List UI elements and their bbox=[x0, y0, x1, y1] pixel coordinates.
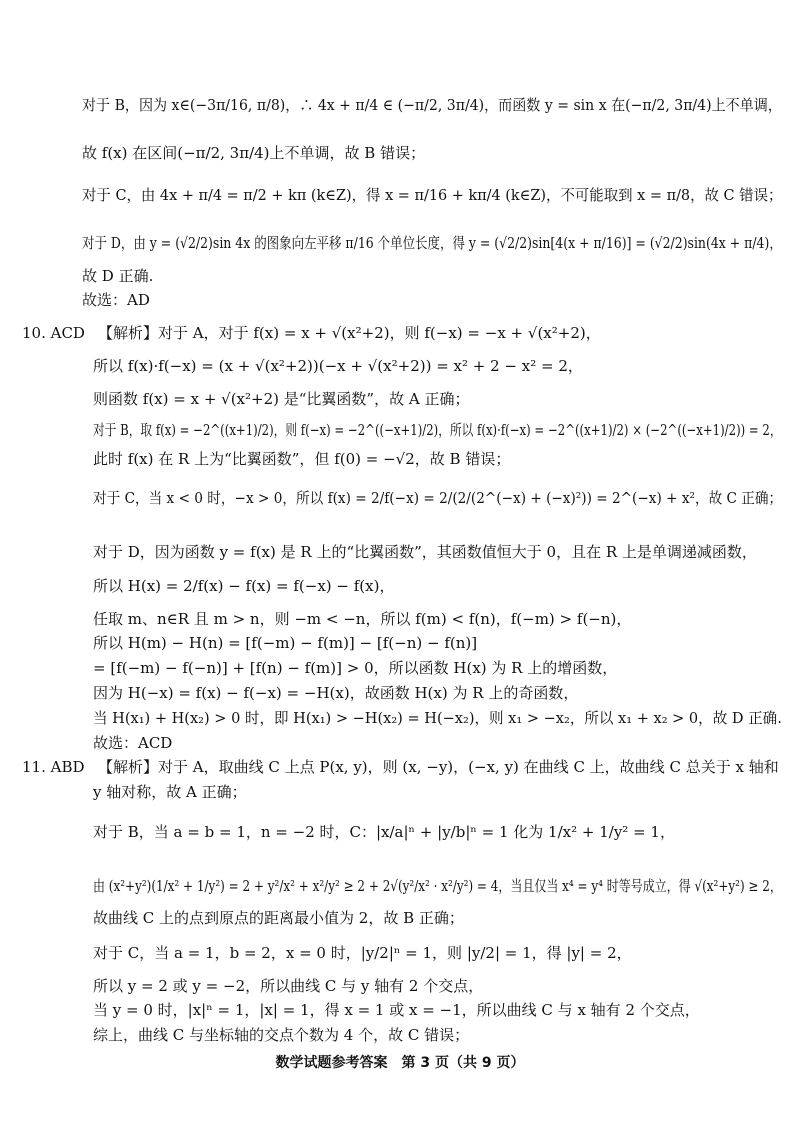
q11-line-4: 由 (x²+y²)(1/x² + 1/y²) = 2 + y²/x² + x²/y² ≥ 2 + 2√(y²/x² · x²/y²) = 4，当且仅当 x⁴ = y⁴ 时等号成立，得 √(x²+y²) ≥ 2， bbox=[93, 877, 782, 895]
q10-line-12: 因为 H(−x) = f(x) − f(−x) = −H(x)，故函数 H(x) 为 R 上的奇函数， bbox=[93, 684, 579, 702]
q10-line-10: 所以 H(m) − H(n) = [f(−m) − f(m)] − [f(−n) − f(n)] bbox=[93, 634, 478, 652]
q11-line-3: 对于 B，当 a = b = 1，n = −2 时，C：|x/a|ⁿ + |y/b|ⁿ = 1 化为 1/x² + 1/y² = 1， bbox=[93, 823, 675, 841]
q10-line-7: 对于 D，因为函数 y = f(x) 是 R 上的“比翼函数”，其函数值恒大于 0，且在 R 上是单调递减函数， bbox=[93, 543, 757, 561]
q9-line-b2: 故 f(x) 在区间(−π/2, 3π/4)上不单调，故 B 错误； bbox=[82, 144, 426, 162]
q9-answer: 故选：AD bbox=[82, 291, 150, 309]
q10-number: 10. ACD bbox=[22, 324, 85, 342]
q9-line-c: 对于 C，由 4x + π/4 = π/2 + kπ (k∈Z)，得 x = π/16 + kπ/4 (k∈Z)，不可能取到 x = π/8，故 C 错误； bbox=[82, 186, 783, 204]
q10-line-13: 当 H(x₁) + H(x₂) > 0 时，即 H(x₁) > −H(x₂) = H(−x₂)，则 x₁ > −x₂，所以 x₁ + x₂ > 0，故 D 正确. bbox=[93, 709, 782, 727]
q10-line-2: 所以 f(x)·f(−x) = (x + √(x²+2))(−x + √(x²+2)) = x² + 2 − x² = 2， bbox=[93, 357, 583, 375]
q10-answer: 故选：ACD bbox=[93, 734, 173, 752]
q11-number: 11. ABD bbox=[22, 758, 85, 776]
q10-line-3: 则函数 f(x) = x + √(x²+2) 是“比翼函数”，故 A 正确； bbox=[93, 390, 470, 408]
q10-line-1: 【解析】对于 A，对于 f(x) = x + √(x²+2)，则 f(−x) = −x + √(x²+2)， bbox=[98, 324, 601, 342]
q11-line-7: 所以 y = 2 或 y = −2，所以曲线 C 与 y 轴有 2 个交点， bbox=[93, 977, 484, 995]
q11-line-8: 当 y = 0 时，|x|ⁿ = 1，|x| = 1，得 x = 1 或 x = −1，所以曲线 C 与 x 轴有 2 个交点， bbox=[93, 1001, 700, 1019]
q9-line-d2: 故 D 正确. bbox=[82, 267, 154, 285]
q10-line-9: 任取 m、n∈R 且 m > n，则 −m < −n，所以 f(m) < f(n)，f(−m) > f(−n)， bbox=[93, 610, 632, 628]
q11-line-1: 【解析】对于 A，取曲线 C 上点 P(x, y)，则 (x, −y)，(−x, y) 在曲线 C 上，故曲线 C 总关于 x 轴和 bbox=[98, 758, 779, 776]
q10-line-11: = [f(−m) − f(−n)] + [f(n) − f(m)] > 0，所以函数 H(x) 为 R 上的增函数， bbox=[93, 659, 618, 677]
q9-line-b1: 对于 B，因为 x∈(−3π/16, π/8)，∴ 4x + π/4 ∈ (−π/2, 3π/4)，而函数 y = sin x 在(−π/2, 3π/4)上不单调， bbox=[82, 96, 782, 114]
q10-line-5: 此时 f(x) 在 R 上为“比翼函数”，但 f(0) = −√2，故 B 错误； bbox=[93, 450, 511, 468]
q11-line-5: 故曲线 C 上的点到原点的距离最小值为 2，故 B 正确； bbox=[93, 909, 464, 927]
q9-line-d1: 对于 D，由 y = (√2/2)sin 4x 的图象向左平移 π/16 个单位长度，得 y = (√2/2)sin[4(x + π/16)] = (√2/2)sin(4x + π/4)， bbox=[82, 234, 782, 252]
q10-line-4: 对于 B，取 f(x) = −2^((x+1)/2)，则 f(−x) = −2^((−x+1)/2)，所以 f(x)·f(−x) = −2^((x+1)/2) × (−2^((−x+1)/2)) = 2， bbox=[93, 421, 782, 439]
q10-line-6: 对于 C，当 x < 0 时，−x > 0，所以 f(x) = 2/f(−x) = 2/(2/(2^(−x) + (−x)²)) = 2^(−x) + x²，故 C 正确； bbox=[93, 489, 783, 507]
q10-line-8: 所以 H(x) = 2/f(x) − f(x) = f(−x) − f(x)， bbox=[93, 577, 395, 595]
page-footer: 数学试题参考答案 第 3 页（共 9 页） bbox=[275, 1055, 525, 1071]
q11-line-2: y 轴对称，故 A 正确； bbox=[93, 783, 247, 801]
q11-line-6: 对于 C，当 a = 1，b = 2，x = 0 时，|y/2|ⁿ = 1，则 |y/2| = 1，得 |y| = 2， bbox=[93, 944, 632, 962]
q11-line-9: 综上，曲线 C 与坐标轴的交点个数为 4 个，故 C 错误； bbox=[93, 1026, 470, 1044]
